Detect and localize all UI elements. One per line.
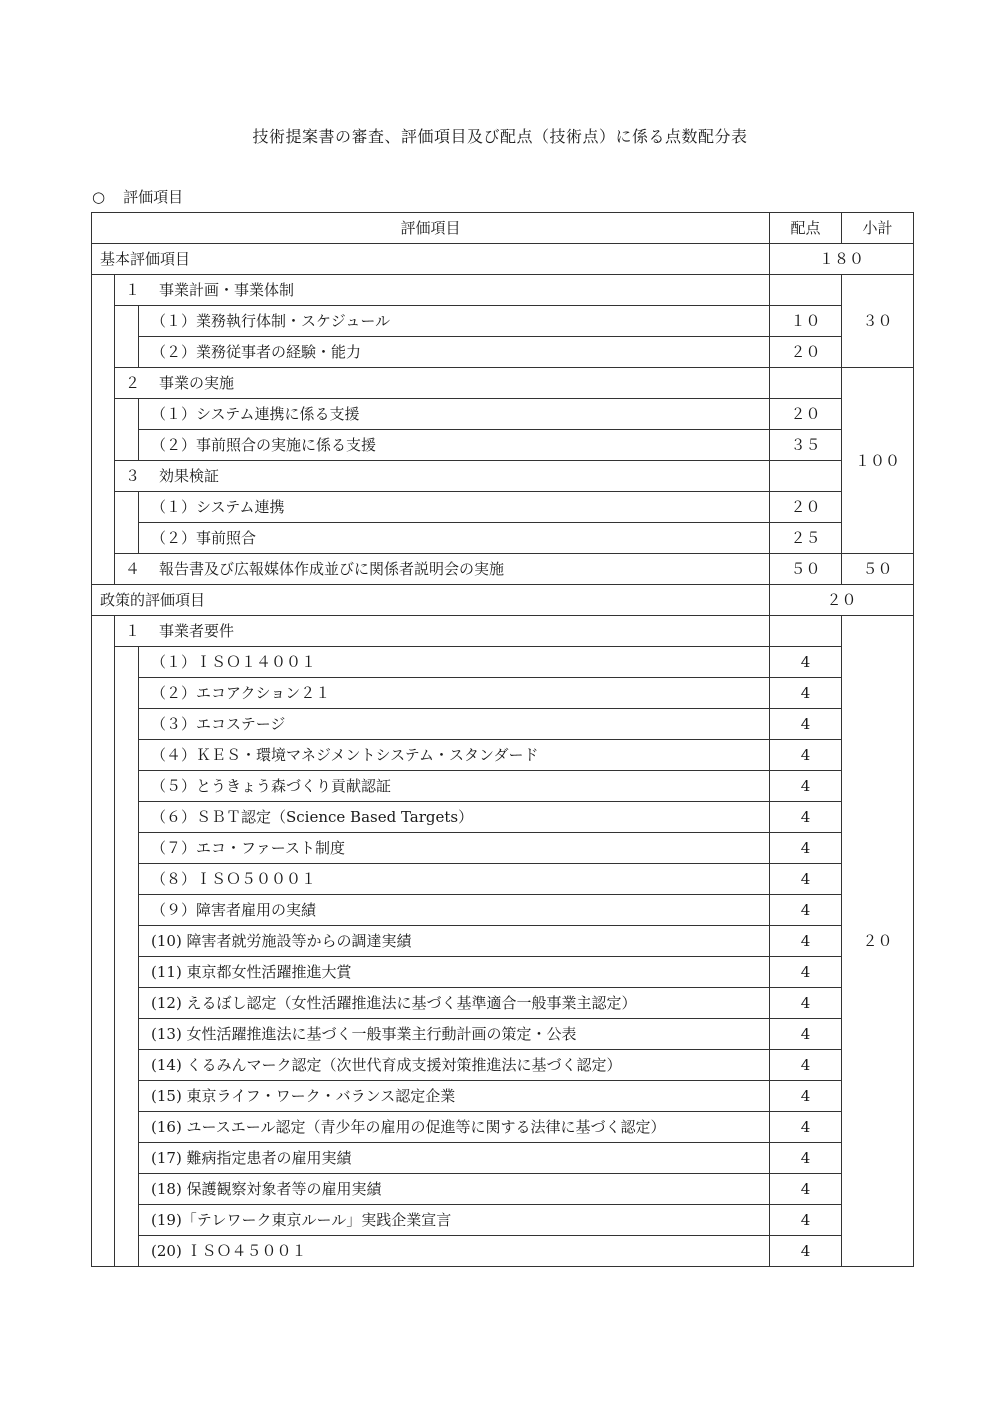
item-label: (18) 保護観察対象者等の雇用実績 xyxy=(139,1174,770,1205)
score-cell xyxy=(770,616,842,647)
subcategory-row xyxy=(92,554,914,585)
section-heading xyxy=(92,186,183,207)
item-row xyxy=(92,523,914,554)
score-cell: ５０ xyxy=(770,554,842,585)
header-row xyxy=(92,213,914,244)
score-cell: 4 xyxy=(770,1143,842,1174)
subcategory-row xyxy=(92,616,914,647)
item-row xyxy=(92,895,914,926)
item-row xyxy=(92,1174,914,1205)
item-row xyxy=(92,492,914,523)
item-row xyxy=(92,1236,914,1267)
subtotal-cell: ５０ xyxy=(842,554,914,585)
category-total: １８０ xyxy=(770,244,914,275)
subcategory-number: ３ xyxy=(125,467,141,485)
score-cell: １０ xyxy=(770,306,842,337)
subcategory-number: １ xyxy=(125,622,141,640)
section-heading-label: 評価項目 xyxy=(123,188,184,206)
item-label: （９）障害者雇用の実績 xyxy=(139,895,770,926)
item-row xyxy=(92,678,914,709)
item-row xyxy=(92,647,914,678)
indent-cell xyxy=(92,616,115,1267)
item-label: (16) ユースエール認定（青少年の雇用の促進等に関する法律に基づく認定） xyxy=(139,1112,770,1143)
category-row xyxy=(92,244,914,275)
score-cell: 4 xyxy=(770,988,842,1019)
score-cell xyxy=(770,368,842,399)
score-cell: ２５ xyxy=(770,523,842,554)
item-row xyxy=(92,926,914,957)
subtotal-cell: ３０ xyxy=(842,275,914,368)
item-label: （２）事前照合 xyxy=(139,523,770,554)
item-label: (10) 障害者就労施設等からの調達実績 xyxy=(139,926,770,957)
score-cell: 4 xyxy=(770,771,842,802)
subcategory-row xyxy=(92,461,914,492)
item-row xyxy=(92,1019,914,1050)
item-label: (11) 東京都女性活躍推進大賞 xyxy=(139,957,770,988)
item-row xyxy=(92,740,914,771)
item-label: （４）ＫＥＳ・環境マネジメントシステム・スタンダード xyxy=(139,740,770,771)
score-cell: 4 xyxy=(770,1050,842,1081)
item-row xyxy=(92,988,914,1019)
item-label: （２）事前照合の実施に係る支援 xyxy=(139,430,770,461)
score-cell: 4 xyxy=(770,709,842,740)
item-row xyxy=(92,337,914,368)
item-label: (19)「テレワーク東京ルール」実践企業宣言 xyxy=(139,1205,770,1236)
score-cell: ２０ xyxy=(770,399,842,430)
subcategory-label: １ 事業計画・事業体制 xyxy=(115,275,770,306)
item-label: (17) 難病指定患者の雇用実績 xyxy=(139,1143,770,1174)
subcategory-row xyxy=(92,368,914,399)
score-cell: 4 xyxy=(770,895,842,926)
document-title: 技術提案書の審査、評価項目及び配点（技術点）に係る点数配分表 xyxy=(252,127,748,146)
item-label: （１）業務執行体制・スケジュール xyxy=(139,306,770,337)
subcategory-label: ４ 報告書及び広報媒体作成並びに関係者説明会の実施 xyxy=(115,554,770,585)
item-label: （８）ＩＳＯ５０００１ xyxy=(139,864,770,895)
subcategory-label: １ 事業者要件 xyxy=(115,616,770,647)
item-row xyxy=(92,1205,914,1236)
item-row xyxy=(92,833,914,864)
header-item: 評価項目 xyxy=(92,213,770,244)
score-cell: ３５ xyxy=(770,430,842,461)
item-row xyxy=(92,306,914,337)
subcategory-number: １ xyxy=(125,281,141,299)
subcategory-label: ２ 事業の実施 xyxy=(115,368,770,399)
score-cell: 4 xyxy=(770,926,842,957)
item-row xyxy=(92,430,914,461)
item-label: （２）エコアクション２１ xyxy=(139,678,770,709)
score-cell: 4 xyxy=(770,1019,842,1050)
item-label: （２）業務従事者の経験・能力 xyxy=(139,337,770,368)
indent-cell xyxy=(115,306,139,368)
item-row xyxy=(92,1143,914,1174)
score-cell: ２０ xyxy=(770,492,842,523)
item-row xyxy=(92,1112,914,1143)
item-label: （１）システム連携 xyxy=(139,492,770,523)
item-row xyxy=(92,957,914,988)
category-label: 政策的評価項目 xyxy=(92,585,770,616)
item-label: （６）ＳＢＴ認定（Science Based Targets） xyxy=(139,802,770,833)
subcategory-row xyxy=(92,275,914,306)
item-label: (20) ＩＳＯ４５００１ xyxy=(139,1236,770,1267)
indent-cell xyxy=(92,275,115,585)
item-label: (12) えるぼし認定（女性活躍推進法に基づく基準適合一般事業主認定） xyxy=(139,988,770,1019)
item-label: (14) くるみんマーク認定（次世代育成支援対策推進法に基づく認定） xyxy=(139,1050,770,1081)
subtotal-cell: ２０ xyxy=(842,616,914,1267)
indent-cell xyxy=(115,492,139,554)
item-label: （５）とうきょう森づくり貢献認証 xyxy=(139,771,770,802)
subcategory-number: ２ xyxy=(125,374,141,392)
subcategory-label: ３ 効果検証 xyxy=(115,461,770,492)
indent-cell xyxy=(115,647,139,1267)
item-row xyxy=(92,802,914,833)
item-label: （１）ＩＳＯ１４００１ xyxy=(139,647,770,678)
score-cell: 4 xyxy=(770,802,842,833)
item-row xyxy=(92,709,914,740)
category-label: 基本評価項目 xyxy=(92,244,770,275)
item-label: （７）エコ・ファースト制度 xyxy=(139,833,770,864)
score-cell: 4 xyxy=(770,957,842,988)
score-cell: 4 xyxy=(770,647,842,678)
item-row xyxy=(92,864,914,895)
subcategory-number: ４ xyxy=(125,560,141,578)
item-label: (15) 東京ライフ・ワーク・バランス認定企業 xyxy=(139,1081,770,1112)
score-cell: 4 xyxy=(770,864,842,895)
score-cell: 4 xyxy=(770,1174,842,1205)
score-cell: 4 xyxy=(770,678,842,709)
score-cell: 4 xyxy=(770,1081,842,1112)
score-cell: 4 xyxy=(770,1205,842,1236)
score-allocation-table xyxy=(91,212,914,1267)
score-cell: ２０ xyxy=(770,337,842,368)
item-row xyxy=(92,1081,914,1112)
score-cell xyxy=(770,275,842,306)
item-row xyxy=(92,771,914,802)
indent-cell xyxy=(115,399,139,461)
header-subtotal: 小計 xyxy=(842,213,914,244)
item-label: （１）システム連携に係る支援 xyxy=(139,399,770,430)
subtotal-cell: １００ xyxy=(842,368,914,554)
score-cell: 4 xyxy=(770,1112,842,1143)
item-label: (13) 女性活躍推進法に基づく一般事業主行動計画の策定・公表 xyxy=(139,1019,770,1050)
score-cell: 4 xyxy=(770,833,842,864)
category-row xyxy=(92,585,914,616)
score-cell: 4 xyxy=(770,740,842,771)
item-row xyxy=(92,1050,914,1081)
category-total: ２０ xyxy=(770,585,914,616)
item-row xyxy=(92,399,914,430)
item-label: （３）エコステージ xyxy=(139,709,770,740)
score-cell: 4 xyxy=(770,1236,842,1267)
circle-bullet-icon: ○ xyxy=(92,188,106,206)
score-cell xyxy=(770,461,842,492)
header-score: 配点 xyxy=(770,213,842,244)
